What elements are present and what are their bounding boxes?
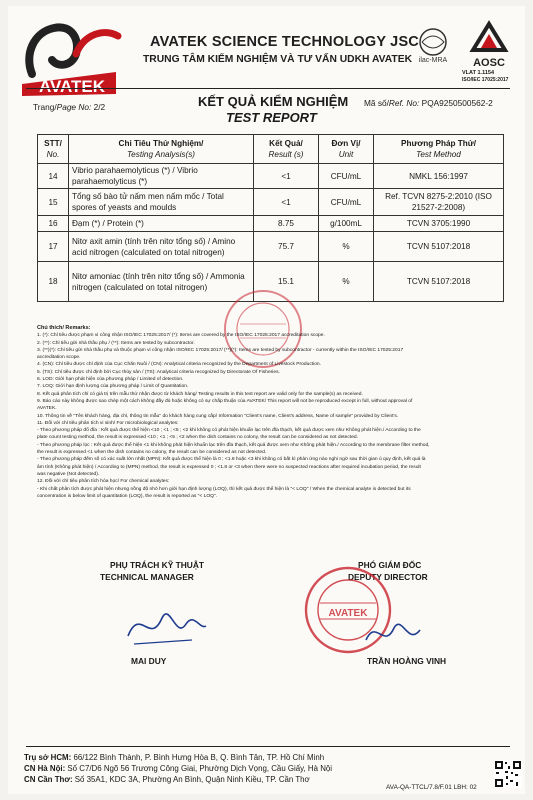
footer-hcm: Trụ sở HCM: 66/122 Bình Thành, P. Bình Hưng Hòa B, Q. Bình Tân, TP. Hồ Chí Minh: [24, 753, 325, 762]
remark-line: - Khi chất phân tích được phát hiện nhưng nồng độ nhỏ hơn giới hạn định lượng (LOQ), thì kết quả được thể hiện là "< LOQ" / When the chemical analyte is detected but its: [37, 486, 411, 492]
technical-manager-title-vi: PHỤ TRÁCH KỸ THUẬT: [110, 560, 204, 570]
company-name: AVATEK SCIENCE TECHNOLOGY JSC: [150, 34, 419, 50]
header-unit: Đơn Vị/ Unit: [319, 135, 374, 164]
remark-line: the result is expressed <1 when the dish contains no colony, the result can be considered as not detected.: [37, 450, 267, 456]
aosc-vilat-code: VLAT 1.1154: [462, 70, 494, 76]
aosc-logo: [465, 20, 513, 70]
remarks-heading: Chú thích/ Remarks:: [37, 325, 91, 331]
avatek-logo: [14, 14, 124, 98]
reference-number: Mã số/Ref. No: PQA9250500562-2: [364, 98, 493, 108]
remark-line: - Theo phương pháp đếm số có xác suất lớn nhất (MPN): Kết quả được thể hiện là 0 ; <1.8 hoặc <3 khi không có bất kì phản ứng nào nghi ngờ sau thời gian ủ quy định, kết quả là: [37, 457, 426, 463]
technical-manager-title-en: TECHNICAL MANAGER: [100, 572, 194, 582]
remark-line: 6. LOD: Giới hạn phát hiện của phương pháp / Limited of detection.: [37, 377, 184, 383]
table-row: 16 Đạm (*) / Protein (*) 8.75 g/100mL TCVN 3705:1990: [38, 216, 504, 232]
header-method: Phương Pháp Thử/ Test Method: [374, 135, 504, 164]
company-subtitle: TRUNG TÂM KIỂM NGHIỆM VÀ TƯ VẤN UDKH AVATEK: [143, 54, 413, 65]
document-code: AVA-QA-TTCL/7.8/F.01 LBH: 02: [386, 784, 477, 791]
header-stt: STT/ No.: [38, 135, 69, 164]
remark-line: accreditation scope.: [37, 355, 81, 361]
remark-line: 10. Thông tin về "Tên khách hàng, địa chỉ, thông tin mẫu" do khách hàng cung cấp/ Information "Client's name, Client's address, Name of sample" provided by Client's.: [37, 413, 399, 419]
remark-line: AVATEK.: [37, 406, 57, 412]
table-header-row: [38, 135, 504, 164]
svg-text:ilac-MRA: ilac-MRA: [418, 57, 448, 64]
header-divider: [26, 88, 510, 89]
remark-line: 4. (CN): Chỉ tiêu được chỉ định của Cục Chăn Nuôi / (CN): Analytical criteria recognized by the Department of Livestock Production.: [37, 362, 322, 368]
remark-line: 9. Báo cáo này không được sao chép một cách không đầy đủ hoặc không có sự chấp thuận của AVATEK/ This report will not be reproduced except in full, without approval of: [37, 398, 413, 404]
remark-line: 2. (**): Chỉ tiêu gửi nhà thầu phụ / (**): Items are tested by subcontractor.: [37, 340, 195, 346]
report-title-en: TEST REPORT: [226, 110, 317, 125]
footer-divider: [26, 746, 510, 747]
deputy-director-title-en: DEPUTY DIRECTOR: [348, 572, 428, 582]
remark-line: 1. (*): Chỉ tiêu được phạm vi công nhận ISO/IEC 17025:2017/ (*): Items are covered by the ISO/IEC 17025:2017 accreditation scope.: [37, 333, 325, 339]
svg-text:AVATEK: AVATEK: [328, 608, 368, 619]
svg-text:AVATEK: AVATEK: [38, 77, 106, 96]
deputy-director-name: TRẦN HOÀNG VINH: [367, 656, 447, 666]
remark-line: 12. Đối với chỉ tiêu phân tích hóa học/ For chemical analytes:: [37, 479, 170, 485]
report-title-vi: KẾT QUẢ KIỂM NGHIỆM: [198, 94, 349, 109]
table-row: 15 Tổng số bào tử nấm men nấm mốc / Total spores of yeasts and moulds <1 CFU/mL Ref. TCVN 8275-2:2010 (ISO 21527-2:2008): [38, 189, 504, 216]
remark-line: plate count testing method, the result is expressed <10 ; <1 ; <5 ; <2 when the dish contains no colony, the result can be considered as not detected.: [37, 435, 358, 441]
remark-line: - Theo phương pháp đổ đĩa : Kết quả được thể hiện <10 ; <1 ; <5 ; <2 khi không có phát hiện khuẩn lạc trên đĩa thạch, kết quả được xem như Không phát hiện./ According to the: [37, 428, 421, 434]
footer-hanoi: CN Hà Nội: Số C7/D6 Ngõ 56 Trương Công Giai, Phường Dịch Vọng, Cầu Giấy, Hà Nội: [24, 764, 333, 774]
table-row: 18 Nitơ amoniac (tính trên nitơ tổng số) / Ammonia nitrogen (calculated on total nitrogen) 15.1 % TCVN 5107:2018: [38, 262, 504, 302]
header-result: Kết Quả/ Result (s): [254, 135, 319, 164]
table-row: 14 Vibrio parahaemolyticus (*) / Vibrio parahaemolyticus (*) <1 CFU/mL NMKL 156:1997: [38, 164, 504, 189]
table-row: 17 Nitơ axit amin (tính trên nitơ tổng số) / Amino acid nitrogen (calculated on total nitrogen) 75.7 % TCVN 5107:2018: [38, 232, 504, 262]
remark-line: - Theo phương pháp lọc : Kết quả được thể hiện <1 khi không phát hiện khuẩn lạc trên đĩa thạch, kết quả được xem như Không phát hiện./ According to the membrane filter method,: [37, 442, 430, 448]
technical-manager-signature: [120, 596, 210, 656]
ilac-mra-logo: [410, 26, 456, 64]
page-number: Trang/Page No: 2/2: [33, 102, 106, 112]
remark-line: 3. (**)(*): Chỉ tiêu gửi nhà thầu phụ và thuộc phạm vi công nhận ISO/IEC 17025:2017/ (**)(*): Items are tested by subcontractor - currently within the ISO/IEC 17025:2017: [37, 347, 404, 353]
remark-line: 5. (TS): Chỉ tiêu được chỉ định bởi Cục thủy sản / (TS): Analytical criteria recognized by Directorate Of Fisheries.: [37, 369, 280, 375]
technical-manager-name: MAI DUY: [131, 656, 167, 666]
remarks-section: [37, 325, 505, 500]
remark-line: 7. LOQ: Giới hạn định lượng của phương pháp / Limit of Quantitation.: [37, 384, 189, 390]
deputy-director-title-vi: PHÓ GIÁM ĐỐC: [358, 560, 422, 570]
svg-text:AOSC: AOSC: [473, 57, 505, 69]
remark-line: was negative (Not detected).: [37, 471, 100, 477]
deputy-director-signature: [360, 610, 430, 660]
remark-line: 11. Đối với chỉ tiêu phân tích vi sinh/ For microbiological analytes:: [37, 420, 179, 426]
header-param: Chỉ Tiêu Thử Nghiệm/ Testing Analysis(s): [69, 135, 254, 164]
results-table: [37, 134, 504, 302]
footer-cantho: CN Cần Thơ: Số 35A1, KDC 3A, Phường An Bình, Quận Ninh Kiều, TP. Cần Thơ: [24, 775, 310, 785]
remark-line: concentration is below limit of quantitation (LOQ), the result is reported as "< LOQ".: [37, 493, 218, 499]
qr-code-icon: [494, 760, 522, 788]
aosc-iso-code: ISO/IEC 17025:2017: [462, 77, 509, 83]
remark-line: 8. Kết quả phân tích chỉ có giá trị trên mẫu thử nhận được từ khách hàng/ Testing results in this test report are valid only for the sample(s) as received.: [37, 391, 363, 397]
remark-line: âm tính (Không phát hiện) / According to (MPN) method, the result is expressed 0 ; <1.8 or <3 when there were no suspected reactions after required incubation period, the result: [37, 464, 421, 470]
